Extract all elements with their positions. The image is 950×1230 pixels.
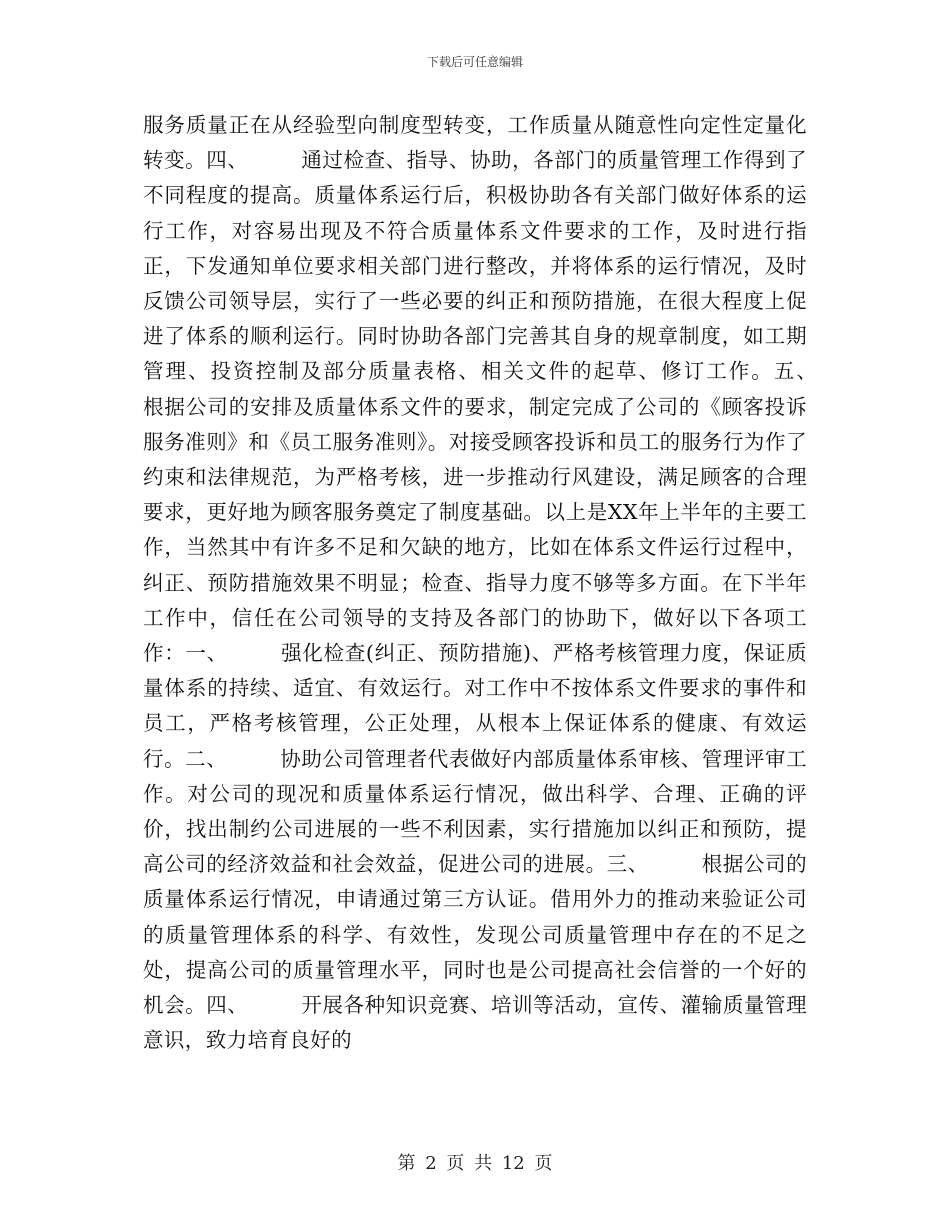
body-paragraph: 服务质量正在从经验型向制度型转变，工作质量从随意性向定性定量化转变。四、 通过检查、指导、协助，各部门的质量管理工作得到了不同程度的提高。质量体系运行后，积极协助各有关部门做好体系的运行工作，对容易出现及不符合质量体系文件要求的工作，及时进行指正，下发通知单位要求相关部门进行整改，并将体系的运行情况，及时反馈公司领导层，实行了一些必要的纠正和预防措施，在很大程度上促进了体系的顺利运行。同时协助各部门完善其自身的规章制度，如工期管理、投资控制及部分质量表格、相关文件的起草、修订工作。五、 根据公司的安排及质量体系文件的要求，制定完成了公司的《顾客投诉服务准则》和《员工服务准则》。对接受顾客投诉和员工的服务行为作了约束和法律规范，为严格考核，进一步推动行风建设，满足顾客的合理要求，更好地为顾客服务奠定了制度基础。以上是XX年上半年的主要工作，当然其中有许多不足和欠缺的地方，比如在体系文件运行过程中，纠正、预防措施效果不明显；检查、指导力度不够等多方面。在下半年工作中，信任在公司领导的支持及各部门的协助下，做好以下各项工作：一、 强化检查(纠正、预防措施)、严格考核管理力度，保证质量体系的持续、适宜、有效运行。对工作中不按体系文件要求的事件和员工，严格考核管理，公正处理，从根本上保证体系的健康、有效运行。二、 协助公司管理者代表做好内部质量体系审核、管理评审工作。对公司的现况和质量体系运行情况，做出科学、合理、正确的评价，找出制约公司进展的一些不利因素，实行措施加以纠正和预防，提高公司的经济效益和社会效益，促进公司的进展。三、 根据公司的质量体系运行情况，申请通过第三方认证。借用外力的推动来验证公司的质量管理体系的科学、有效性，发现公司质量管理中存在的不足之处，提高公司的质量管理水平，同时也是公司提高社会信誉的一个好的机会。四、 开展各种知识竞赛、培训等活动，宣传、灌输质量管理意识，致力培育良好的 [143, 113, 870, 1053]
page-number-footer: 第 2 页 共 12 页 [397, 1153, 553, 1174]
page-header-note: 下载后可任意编辑 [426, 55, 523, 69]
